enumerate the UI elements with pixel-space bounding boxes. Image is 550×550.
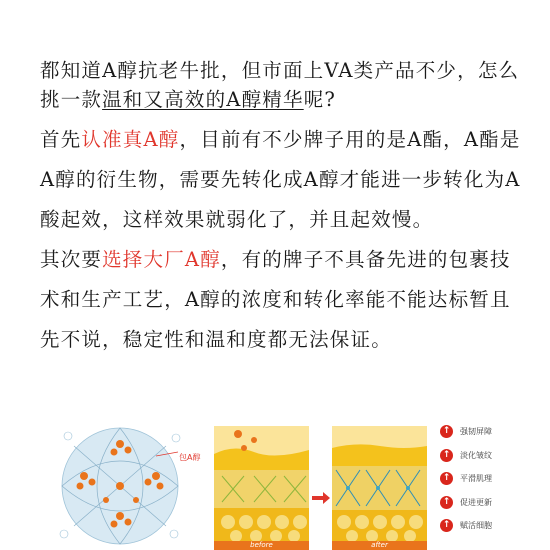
paragraph-2-line-1-rest: ，目前有不少牌子用的是A酯，A酯是 (179, 128, 521, 151)
up-arrow-icon: ↑ (440, 519, 453, 532)
legend-text: 平滑肌理 (460, 474, 492, 484)
legend-item (440, 444, 550, 468)
paragraph-3-line-2: 术和生产工艺，A醇的浓度和转化率能不能达标暂且 (40, 288, 511, 311)
legend-text: 促进更新 (460, 497, 492, 507)
before-label: before (214, 541, 309, 550)
up-arrow-icon: ↑ (440, 425, 453, 438)
paragraph-3-line-3: 先不说，稳定性和温和度都无法保证。 (40, 328, 392, 351)
paragraph-2-lead: 首先 (40, 128, 82, 151)
legend-text: 赋活细胞 (460, 521, 492, 531)
paragraph-3-line-1 (40, 245, 518, 274)
skin-layers-before (214, 426, 309, 550)
paragraph-3-lead: 其次要 (40, 248, 103, 271)
after-label: after (332, 541, 427, 550)
paragraph-2-line-2: A醇的衍生物，需要先转化成A醇才能进一步转化为A (40, 168, 521, 191)
highlight-real-retinol: 认准真A醇 (81, 128, 180, 151)
paragraph-2-line-3: 酸起效，这样效果就弱化了，并且起效慢。 (40, 208, 434, 231)
skin-after-graphic (332, 426, 427, 550)
highlight-big-brand-retinol: 选择大厂A醇 (102, 248, 221, 271)
up-arrow-icon: ↑ (440, 496, 453, 509)
skin-layers-after (332, 426, 427, 550)
paragraph-1-suffix: 呢? (303, 88, 337, 111)
skin-before-graphic (214, 426, 309, 550)
paragraph-1-line-1: 都知道A醇抗老牛批，但市面上VA类产品不少，怎么 (40, 59, 520, 82)
retinol-illustration (0, 410, 550, 550)
article-body (40, 56, 521, 354)
up-arrow-icon: ↑ (440, 449, 453, 462)
legend-text: 强韧屏障 (460, 427, 492, 437)
paragraph-1-prefix: 挑一款 (40, 88, 103, 111)
underlined-phrase: 温和又高效的A醇精华 (102, 88, 304, 111)
legend-item (440, 514, 550, 538)
legend-text: 淡化皱纹 (460, 450, 492, 460)
legend-item (440, 420, 550, 444)
encapsulation-molecule-graphic (44, 416, 194, 550)
legend-item (440, 467, 550, 491)
right-arrow-icon (312, 492, 330, 504)
paragraph-1-line-2 (40, 85, 518, 114)
up-arrow-icon: ↑ (440, 472, 453, 485)
legend-item (440, 491, 550, 515)
benefits-legend (440, 420, 550, 538)
encapsulated-retinol-label: 包A醇 (179, 453, 201, 462)
paragraph-3-line-1-rest: ，有的牌子不具备先进的包裹技 (220, 248, 511, 271)
paragraph-2-line-1 (40, 125, 521, 154)
